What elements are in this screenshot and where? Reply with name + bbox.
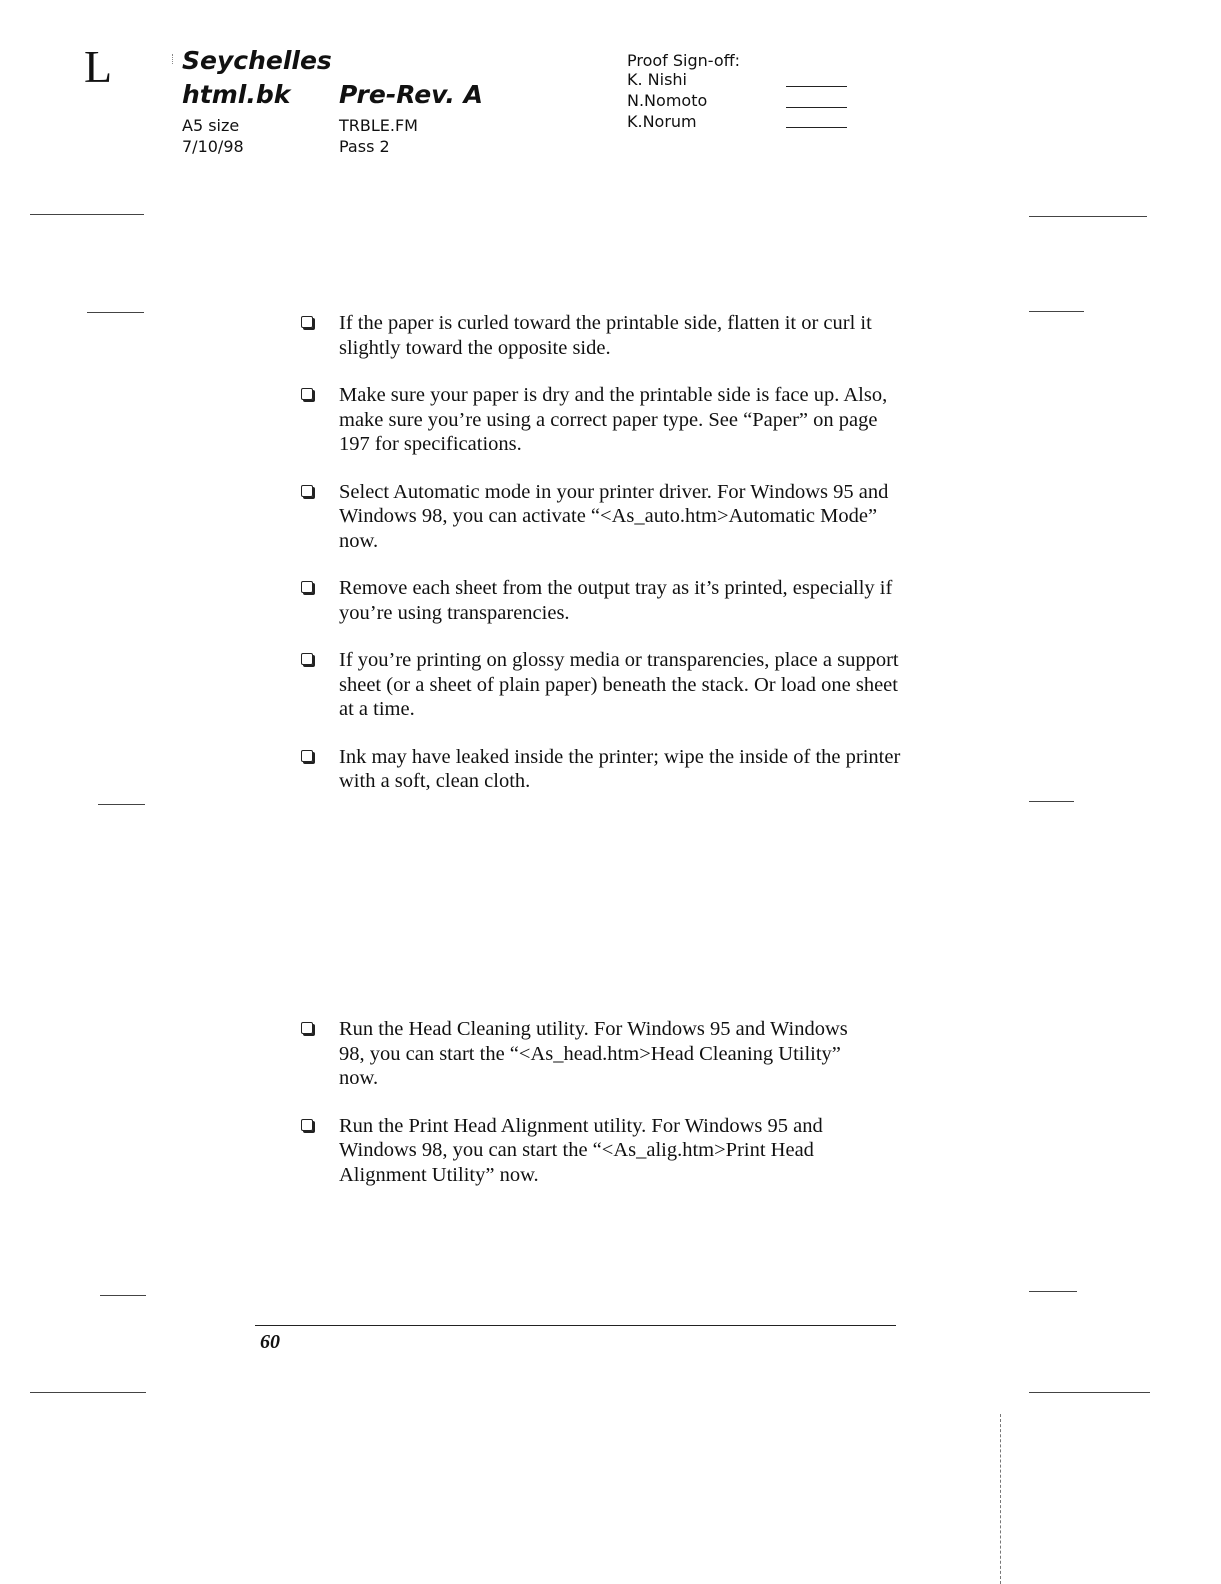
crop-mark	[1029, 1291, 1077, 1292]
crop-mark	[87, 312, 144, 313]
crop-mark	[1029, 216, 1147, 217]
list-item: Ink may have leaked inside the printer; wipe the inside of the printer with a soft, clean cloth.	[301, 745, 901, 794]
book-title: Seychelles	[182, 46, 332, 75]
list-item: If you’re printing on glossy media or transparencies, place a support sheet (or a sheet of plain paper) beneath the stack. Or load one sheet at a time.	[301, 648, 901, 722]
list-item: If the paper is curled toward the printable side, flatten it or curl it slightly toward the opposite side.	[301, 311, 901, 360]
list-item: Make sure your paper is dry and the printable side is face up. Also, make sure you’re using a correct paper type. See “Paper” on page 197 for specifications.	[301, 383, 901, 457]
footer-rule	[255, 1325, 896, 1326]
revision: Pre-Rev. A	[339, 80, 483, 109]
checkbox-bullet-icon	[301, 581, 313, 593]
checkbox-bullet-icon	[301, 1022, 313, 1034]
checkbox-bullet-icon	[301, 653, 313, 665]
crop-mark	[100, 1295, 146, 1296]
signoff-line	[786, 107, 847, 108]
signoff-name: N.Nomoto	[627, 91, 708, 110]
checkbox-bullet-icon	[301, 1119, 313, 1131]
signoff-name: K.Norum	[627, 112, 697, 131]
checkbox-bullet-icon	[301, 316, 313, 328]
list-item: Run the Head Cleaning utility. For Windows 95 and Windows 98, you can start the “<As_head.htm>Head Cleaning Utility” now.	[301, 1017, 861, 1091]
list-item: Select Automatic mode in your printer driver. For Windows 95 and Windows 98, you can activate “<As_auto.htm>Automatic Mode” now.	[301, 480, 901, 554]
crop-mark	[30, 1392, 146, 1393]
date: 7/10/98	[182, 137, 244, 156]
list-item: Remove each sheet from the output tray as it’s printed, especially if you’re using transparencies.	[301, 576, 901, 625]
page-number: 60	[260, 1331, 280, 1353]
crop-mark	[30, 214, 144, 215]
header-marker	[172, 54, 173, 64]
checkbox-bullet-icon	[301, 485, 313, 497]
crop-mark-vertical	[1000, 1414, 1001, 1584]
fm-file: TRBLE.FM	[339, 116, 418, 135]
crop-mark	[1029, 1392, 1150, 1393]
troubleshooting-list	[301, 311, 901, 817]
checkbox-bullet-icon	[301, 750, 313, 762]
page-size: A5 size	[182, 116, 240, 135]
pass: Pass 2	[339, 137, 390, 156]
crop-mark	[1029, 311, 1084, 312]
utility-list	[301, 1017, 861, 1210]
signoff-line	[786, 127, 847, 128]
signoff-name: K. Nishi	[627, 70, 687, 89]
signoff-line	[786, 86, 847, 87]
page-letter: L	[84, 41, 113, 92]
book-file: html.bk	[182, 80, 291, 109]
crop-mark	[1029, 801, 1074, 802]
signoff-title: Proof Sign-off:	[627, 51, 741, 70]
crop-mark	[98, 804, 145, 805]
checkbox-bullet-icon	[301, 388, 313, 400]
list-item: Run the Print Head Alignment utility. For Windows 95 and Windows 98, you can start the “<As_alig.htm>Print Head Alignment Utility” now.	[301, 1114, 861, 1188]
